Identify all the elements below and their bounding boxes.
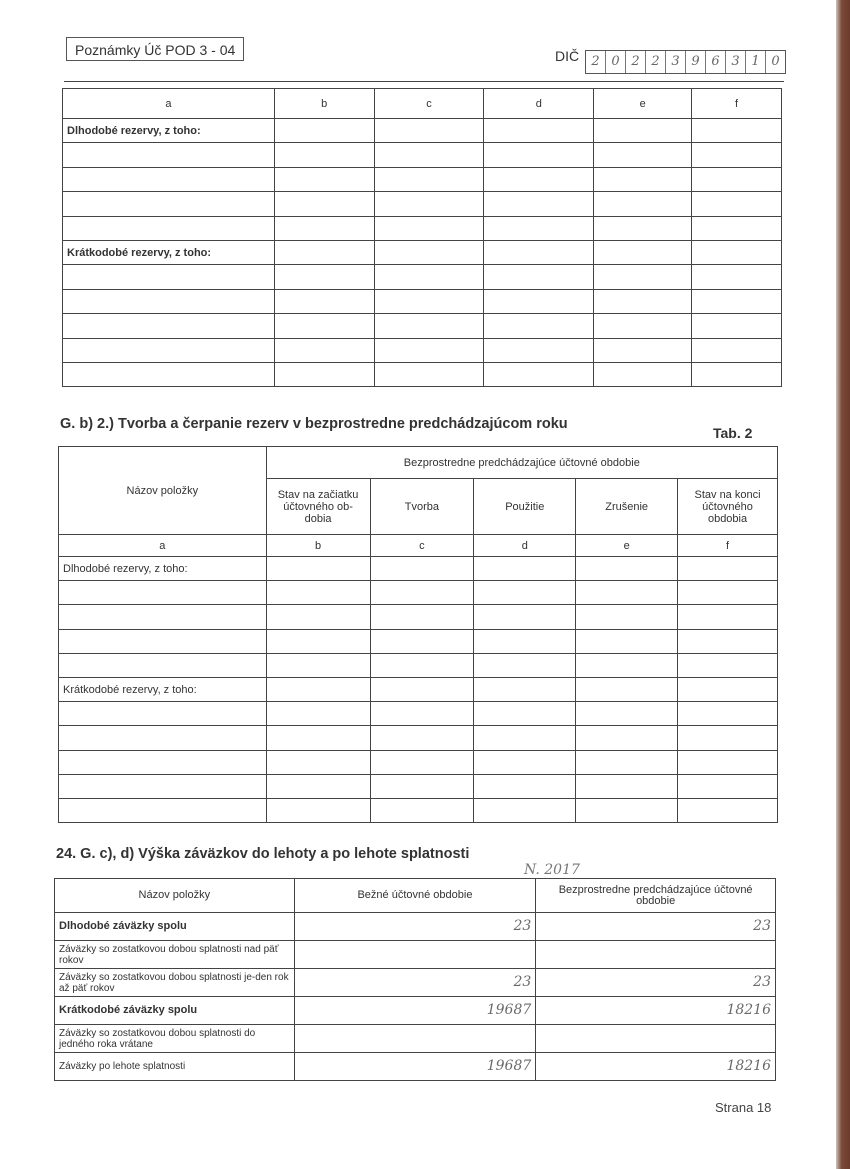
- table-row: [63, 240, 782, 264]
- reserves-table-current: [62, 88, 782, 387]
- table-row: [59, 629, 778, 653]
- handwritten-note: N. 2017: [524, 862, 580, 878]
- table-row: [63, 119, 782, 143]
- table-row: [55, 1025, 776, 1053]
- dic-digit: 2: [586, 51, 606, 73]
- row-label: Záväzky so zostatkovou dobou splatnosti do jedného roka vrátane: [55, 1025, 295, 1053]
- previous-value: [536, 941, 776, 969]
- page-number: Strana 18: [715, 1100, 772, 1115]
- table-row: [59, 557, 778, 581]
- column-letter: e: [576, 535, 678, 557]
- table-row: [59, 605, 778, 629]
- table-row: [59, 677, 778, 701]
- column-header: Stav na konci účtovného obdobia: [678, 479, 778, 535]
- header-rule: [64, 81, 784, 82]
- short-term-reserves-label: Krátkodobé rezervy, z toho:: [59, 677, 267, 701]
- table-row: [63, 143, 782, 167]
- column-letter: a: [59, 535, 267, 557]
- table-row: [63, 362, 782, 386]
- column-header: Použitie: [474, 479, 576, 535]
- current-value: 19687: [294, 1053, 536, 1081]
- column-letter: b: [274, 89, 374, 119]
- table-row: [59, 653, 778, 677]
- table-row: [59, 750, 778, 774]
- long-term-reserves-label: Dlhodobé rezervy, z toho:: [63, 119, 275, 143]
- period-header: Bezprostredne predchádzajúce účtovné obdobie: [266, 447, 777, 479]
- item-name-header: Názov položky: [55, 879, 295, 913]
- table-row: [55, 913, 776, 941]
- table-header-row: [59, 447, 778, 479]
- table-row: [63, 167, 782, 191]
- current-value: [294, 1025, 536, 1053]
- form-title: Poznámky Úč POD 3 - 04: [66, 37, 244, 61]
- current-value: 19687: [294, 997, 536, 1025]
- dic-digit: 2: [626, 51, 646, 73]
- column-letter: f: [678, 535, 778, 557]
- item-name-header: Názov položky: [59, 447, 267, 535]
- dic-digit: 0: [606, 51, 626, 73]
- tab-label: Tab. 2: [713, 425, 753, 441]
- table-header-row: [55, 879, 776, 913]
- column-letter: f: [692, 89, 782, 119]
- section-title: 24. G. c), d) Výška záväzkov do lehoty a po lehote splatnosti: [56, 846, 470, 862]
- table-row: [63, 265, 782, 289]
- column-header: Zrušenie: [576, 479, 678, 535]
- table-row: [59, 726, 778, 750]
- row-label: Záväzky so zostatkovou dobou splatnosti nad päť rokov: [55, 941, 295, 969]
- column-letter: d: [474, 535, 576, 557]
- short-term-reserves-label: Krátkodobé rezervy, z toho:: [63, 240, 275, 264]
- table-row: [59, 798, 778, 822]
- table-row: [63, 289, 782, 313]
- dic-digit: 2: [646, 51, 666, 73]
- previous-value: 18216: [536, 997, 776, 1025]
- table-row: [63, 314, 782, 338]
- previous-value: 18216: [536, 1053, 776, 1081]
- table-row: [63, 338, 782, 362]
- dic-digit: 3: [726, 51, 746, 73]
- column-header: Tvorba: [370, 479, 474, 535]
- table-row: [59, 702, 778, 726]
- column-letter: d: [484, 89, 594, 119]
- previous-value: 23: [536, 913, 776, 941]
- current-value: [294, 941, 536, 969]
- table-header-row: [59, 535, 778, 557]
- previous-value: [536, 1025, 776, 1053]
- dic-digit: 0: [771, 54, 780, 69]
- reserves-table-previous: [58, 446, 778, 823]
- liabilities-table: [54, 878, 776, 1081]
- table-row: [55, 997, 776, 1025]
- previous-value: 23: [536, 969, 776, 997]
- column-header: Stav na začiatku účtovného ob-dobia: [266, 479, 370, 535]
- table-header-row: [63, 89, 782, 119]
- table-row: [59, 774, 778, 798]
- column-letter: c: [374, 89, 484, 119]
- row-label: Záväzky so zostatkovou dobou splatnosti je-den rok až päť rokov: [55, 969, 295, 997]
- table-row: [55, 1053, 776, 1081]
- column-letter: c: [370, 535, 474, 557]
- table-row: [59, 581, 778, 605]
- dic-digit: 3: [666, 51, 686, 73]
- column-letter: a: [63, 89, 275, 119]
- dic-digit: 6: [706, 51, 726, 73]
- current-value: 23: [294, 969, 536, 997]
- previous-period-header: Bezprostredne predchádzajúce účtovné obdobie: [536, 879, 776, 913]
- row-label: Záväzky po lehote splatnosti: [55, 1053, 295, 1081]
- table-row: [55, 969, 776, 997]
- current-value: 23: [294, 913, 536, 941]
- dic-digit: 1: [746, 51, 766, 73]
- page-edge: [836, 0, 850, 1169]
- section-title: G. b) 2.) Tvorba a čerpanie rezerv v bezprostredne predchádzajúcom roku: [60, 416, 568, 432]
- table-row: [63, 192, 782, 216]
- long-term-reserves-label: Dlhodobé rezervy, z toho:: [59, 557, 267, 581]
- dic-label: DIČ: [555, 48, 580, 64]
- row-label: Dlhodobé záväzky spolu: [55, 913, 295, 941]
- dic-digit: 9: [686, 51, 706, 73]
- dic-number: [585, 50, 786, 74]
- table-row: [55, 941, 776, 969]
- table-row: [63, 216, 782, 240]
- column-letter: b: [266, 535, 370, 557]
- column-letter: e: [594, 89, 692, 119]
- row-label: Krátkodobé záväzky spolu: [55, 997, 295, 1025]
- current-period-header: Bežné účtovné obdobie: [294, 879, 536, 913]
